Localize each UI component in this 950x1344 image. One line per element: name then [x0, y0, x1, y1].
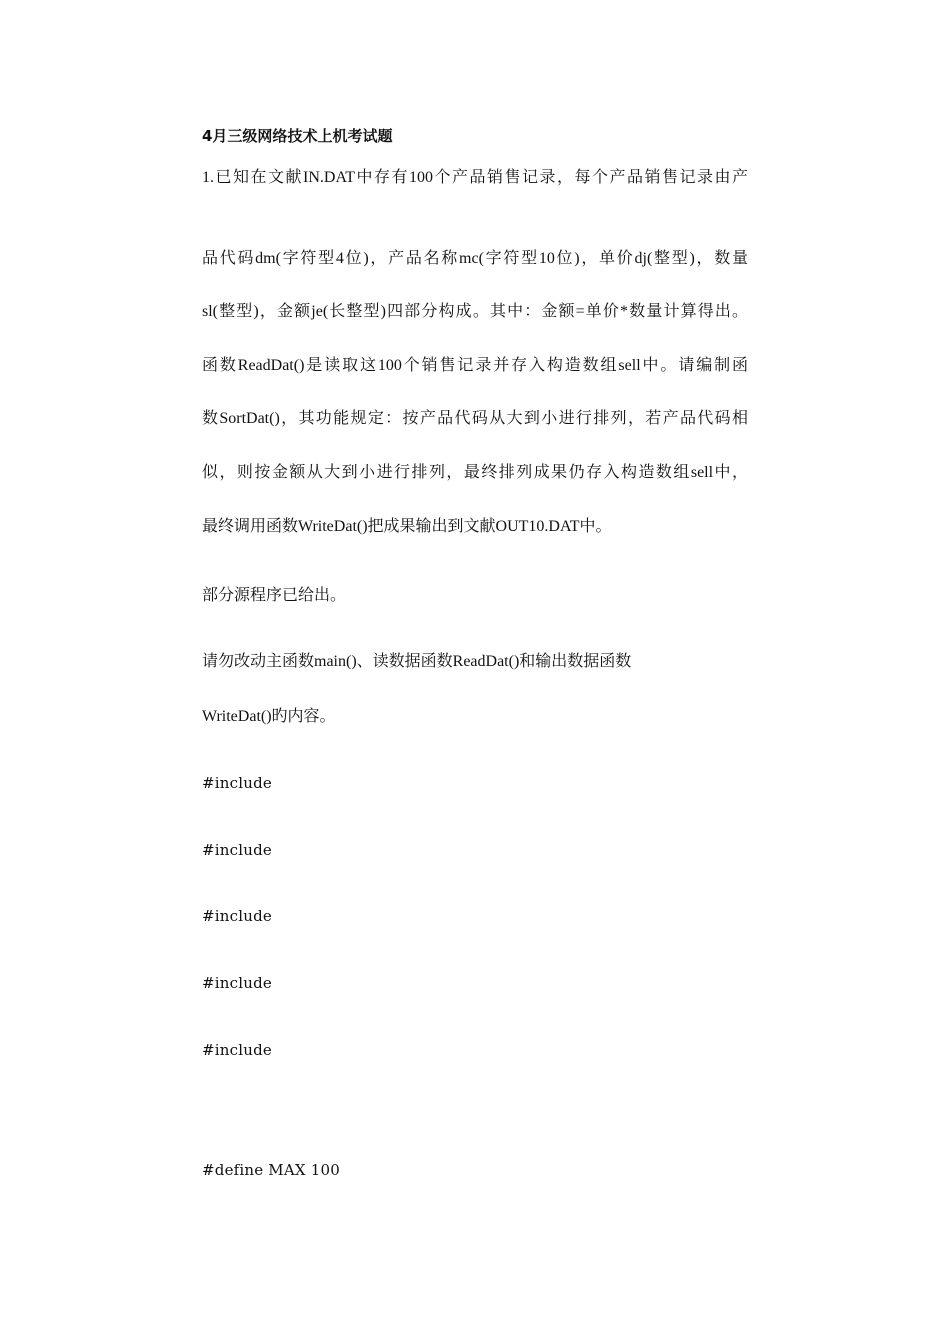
document-title: 4月三级网络技术上机考试题: [202, 127, 393, 145]
code-line-include-4: #include: [202, 974, 272, 992]
code-line-include-3: #include: [202, 907, 272, 925]
question-line-3: sl(整型)，金额je(长整型)四部分构成。其中：金额=单价*数量计算得出。: [202, 303, 748, 320]
note-partial-source: 部分源程序已给出。: [202, 587, 347, 604]
note-do-not-modify-line-2: WriteDat()旳内容。: [202, 708, 336, 725]
question-line-2: 品代码dm(字符型4位)，产品名称mc(字符型10位)，单价dj(整型)，数量: [202, 250, 748, 267]
code-line-define-max: #define MAX 100: [202, 1161, 340, 1179]
code-line-include-2: #include: [202, 841, 272, 859]
note-do-not-modify-line-1: 请勿改动主函数main()、读数据函数ReadDat()和输出数据函数: [202, 653, 632, 670]
question-line-1: 1.已知在文献IN.DAT中存有100个产品销售记录，每个产品销售记录由产: [202, 169, 748, 186]
question-line-4: 函数ReadDat()是读取这100个销售记录并存入构造数组sell中。请编制函: [202, 357, 748, 374]
code-line-include-1: #include: [202, 774, 272, 792]
question-line-6: 似，则按金额从大到小进行排列，最终排列成果仍存入构造数组sell中，: [202, 464, 748, 481]
question-line-5: 数SortDat()，其功能规定：按产品代码从大到小进行排列，若产品代码相: [202, 410, 748, 427]
code-line-include-5: #include: [202, 1041, 272, 1059]
question-line-7: 最终调用函数WriteDat()把成果输出到文献OUT10.DAT中。: [202, 518, 612, 535]
